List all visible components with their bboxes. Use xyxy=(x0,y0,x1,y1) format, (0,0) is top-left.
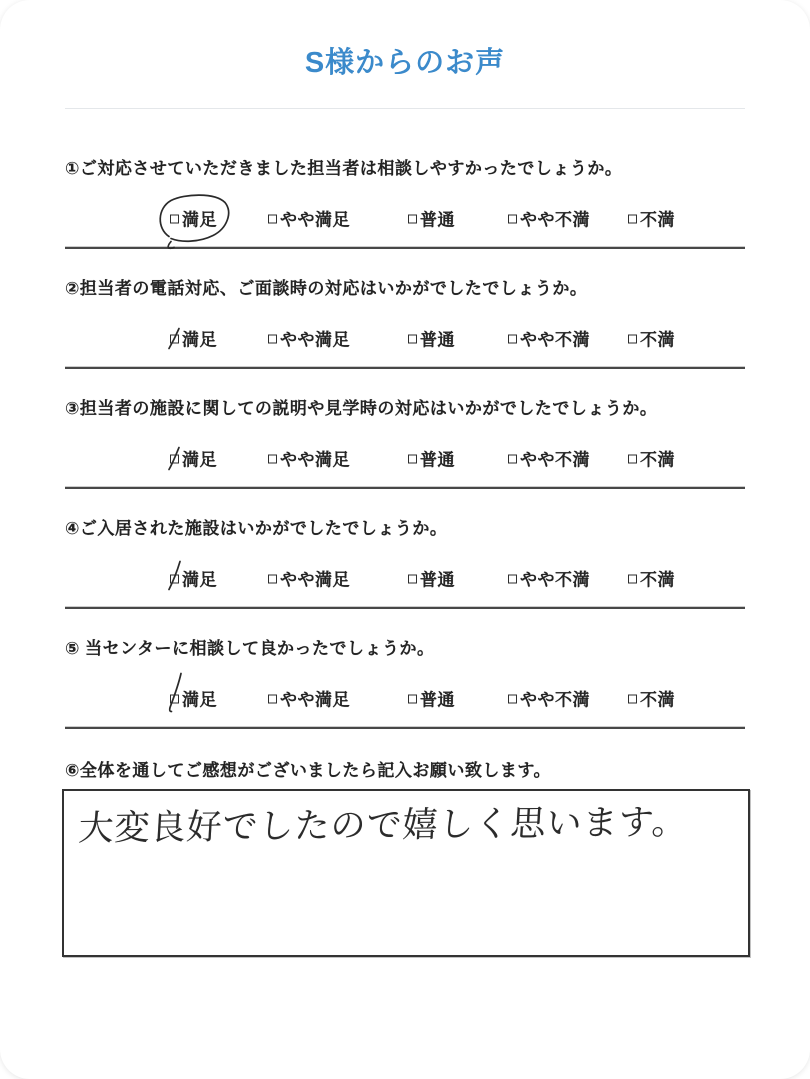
checkbox-icon xyxy=(628,215,637,224)
option-yaya-fuman xyxy=(508,686,590,711)
option-fuman xyxy=(628,446,675,471)
question-4-number: ④ xyxy=(65,519,80,538)
option-label: やや不満 xyxy=(520,330,590,350)
option-manzoku xyxy=(170,446,217,471)
question-2-number: ② xyxy=(65,279,80,298)
checkbox-icon xyxy=(628,335,637,344)
section-divider xyxy=(65,486,745,489)
question-1-number: ① xyxy=(65,159,80,178)
checkbox-icon xyxy=(170,575,179,584)
question-6-label: 全体を通してご感想がございましたら記入お願い致します。 xyxy=(79,761,552,780)
checkbox-icon xyxy=(628,695,637,704)
question-5-number: ⑤ xyxy=(65,639,80,658)
section-divider xyxy=(65,366,745,369)
option-label: 不満 xyxy=(640,690,675,710)
option-yaya-manzoku xyxy=(268,326,350,351)
option-manzoku xyxy=(170,686,217,711)
checkbox-icon xyxy=(170,335,179,344)
question-4-text xyxy=(65,517,745,541)
option-futsuu xyxy=(408,326,455,351)
question-3-number: ③ xyxy=(65,399,80,418)
option-label: やや不満 xyxy=(520,570,590,590)
question-4-label: ご入居された施設はいかがでしたでしょうか。 xyxy=(79,519,448,538)
option-yaya-fuman xyxy=(508,206,590,231)
section-divider xyxy=(65,726,745,729)
handwritten-check-mark xyxy=(167,672,183,714)
option-yaya-fuman xyxy=(508,446,590,471)
option-manzoku xyxy=(170,206,217,231)
question-section-4 xyxy=(65,517,745,609)
question-1-options-row xyxy=(65,196,745,240)
question-3-text xyxy=(65,397,745,421)
option-yaya-manzoku xyxy=(268,686,350,711)
checkbox-icon xyxy=(268,575,277,584)
checkbox-icon xyxy=(170,455,179,464)
option-yaya-fuman xyxy=(508,566,590,591)
question-1-text xyxy=(65,157,745,181)
checkbox-icon xyxy=(508,695,517,704)
option-yaya-fuman xyxy=(508,326,590,351)
option-futsuu xyxy=(408,446,455,471)
checkbox-icon xyxy=(408,695,417,704)
question-6-number: ⑥ xyxy=(65,761,80,780)
title-divider xyxy=(65,108,745,109)
question-section-2 xyxy=(65,277,745,369)
option-label: やや満足 xyxy=(280,570,350,590)
checkbox-icon xyxy=(408,335,417,344)
option-label: 不満 xyxy=(640,450,675,470)
option-label: 普通 xyxy=(420,570,455,590)
question-5-options-row xyxy=(65,676,745,720)
checkbox-icon xyxy=(408,575,417,584)
option-label: やや満足 xyxy=(280,210,350,230)
option-label: 普通 xyxy=(420,330,455,350)
option-fuman xyxy=(628,566,675,591)
question-3-options-row xyxy=(65,436,745,480)
option-label: 満足 xyxy=(182,690,217,710)
question-3-label: 担当者の施設に関しての説明や見学時の対応はいかがでしたでしょうか。 xyxy=(79,399,658,418)
question-6-text xyxy=(65,759,745,783)
option-label: 満足 xyxy=(182,210,217,230)
option-yaya-manzoku xyxy=(268,446,350,471)
option-label: やや満足 xyxy=(280,330,350,350)
checkbox-icon xyxy=(408,215,417,224)
checkbox-icon xyxy=(508,215,517,224)
checkbox-icon xyxy=(268,695,277,704)
option-label: やや満足 xyxy=(280,690,350,710)
checkbox-icon xyxy=(268,335,277,344)
option-label: 普通 xyxy=(420,450,455,470)
checkbox-icon xyxy=(170,215,179,224)
checkbox-icon xyxy=(268,455,277,464)
question-2-label: 担当者の電話対応、ご面談時の対応はいかがでしたでしょうか。 xyxy=(79,279,588,298)
option-label: 満足 xyxy=(182,330,217,350)
free-response-section xyxy=(65,759,745,957)
option-fuman xyxy=(628,686,675,711)
section-divider xyxy=(65,246,745,249)
question-5-label: 当センターに相談して良かったでしょうか。 xyxy=(79,639,435,658)
question-1-label: ご対応させていただきました担当者は相談しやすかったでしょうか。 xyxy=(79,159,623,178)
checkbox-icon xyxy=(268,215,277,224)
option-futsuu xyxy=(408,686,455,711)
checkbox-icon xyxy=(628,455,637,464)
question-section-3 xyxy=(65,397,745,489)
option-label: 不満 xyxy=(640,210,675,230)
option-label: 普通 xyxy=(420,210,455,230)
option-label: 満足 xyxy=(182,570,217,590)
option-label: 普通 xyxy=(420,690,455,710)
question-section-5 xyxy=(65,637,745,729)
option-manzoku xyxy=(170,326,217,351)
option-fuman xyxy=(628,206,675,231)
page-title: S様からのお声 xyxy=(304,47,506,79)
option-label: やや不満 xyxy=(520,690,590,710)
checkbox-icon xyxy=(628,575,637,584)
option-futsuu xyxy=(408,566,455,591)
option-manzoku xyxy=(170,566,217,591)
handwritten-comment: 大変良好でしたので嬉しく思います。 xyxy=(77,802,689,849)
comment-box xyxy=(62,789,750,957)
option-fuman xyxy=(628,326,675,351)
checkbox-icon xyxy=(408,455,417,464)
option-yaya-manzoku xyxy=(268,206,350,231)
option-label: やや不満 xyxy=(520,450,590,470)
checkbox-icon xyxy=(508,455,517,464)
checkbox-icon xyxy=(170,695,179,704)
option-label: やや不満 xyxy=(520,210,590,230)
option-yaya-manzoku xyxy=(268,566,350,591)
option-futsuu xyxy=(408,206,455,231)
question-2-text xyxy=(65,277,745,301)
question-section-1 xyxy=(65,157,745,249)
checkbox-icon xyxy=(508,335,517,344)
question-5-text xyxy=(65,637,745,661)
question-2-options-row xyxy=(65,316,745,360)
checkbox-icon xyxy=(508,575,517,584)
option-label: 満足 xyxy=(182,450,217,470)
option-label: 不満 xyxy=(640,330,675,350)
option-label: やや満足 xyxy=(280,450,350,470)
question-4-options-row xyxy=(65,556,745,600)
section-divider xyxy=(65,606,745,609)
option-label: 不満 xyxy=(640,570,675,590)
